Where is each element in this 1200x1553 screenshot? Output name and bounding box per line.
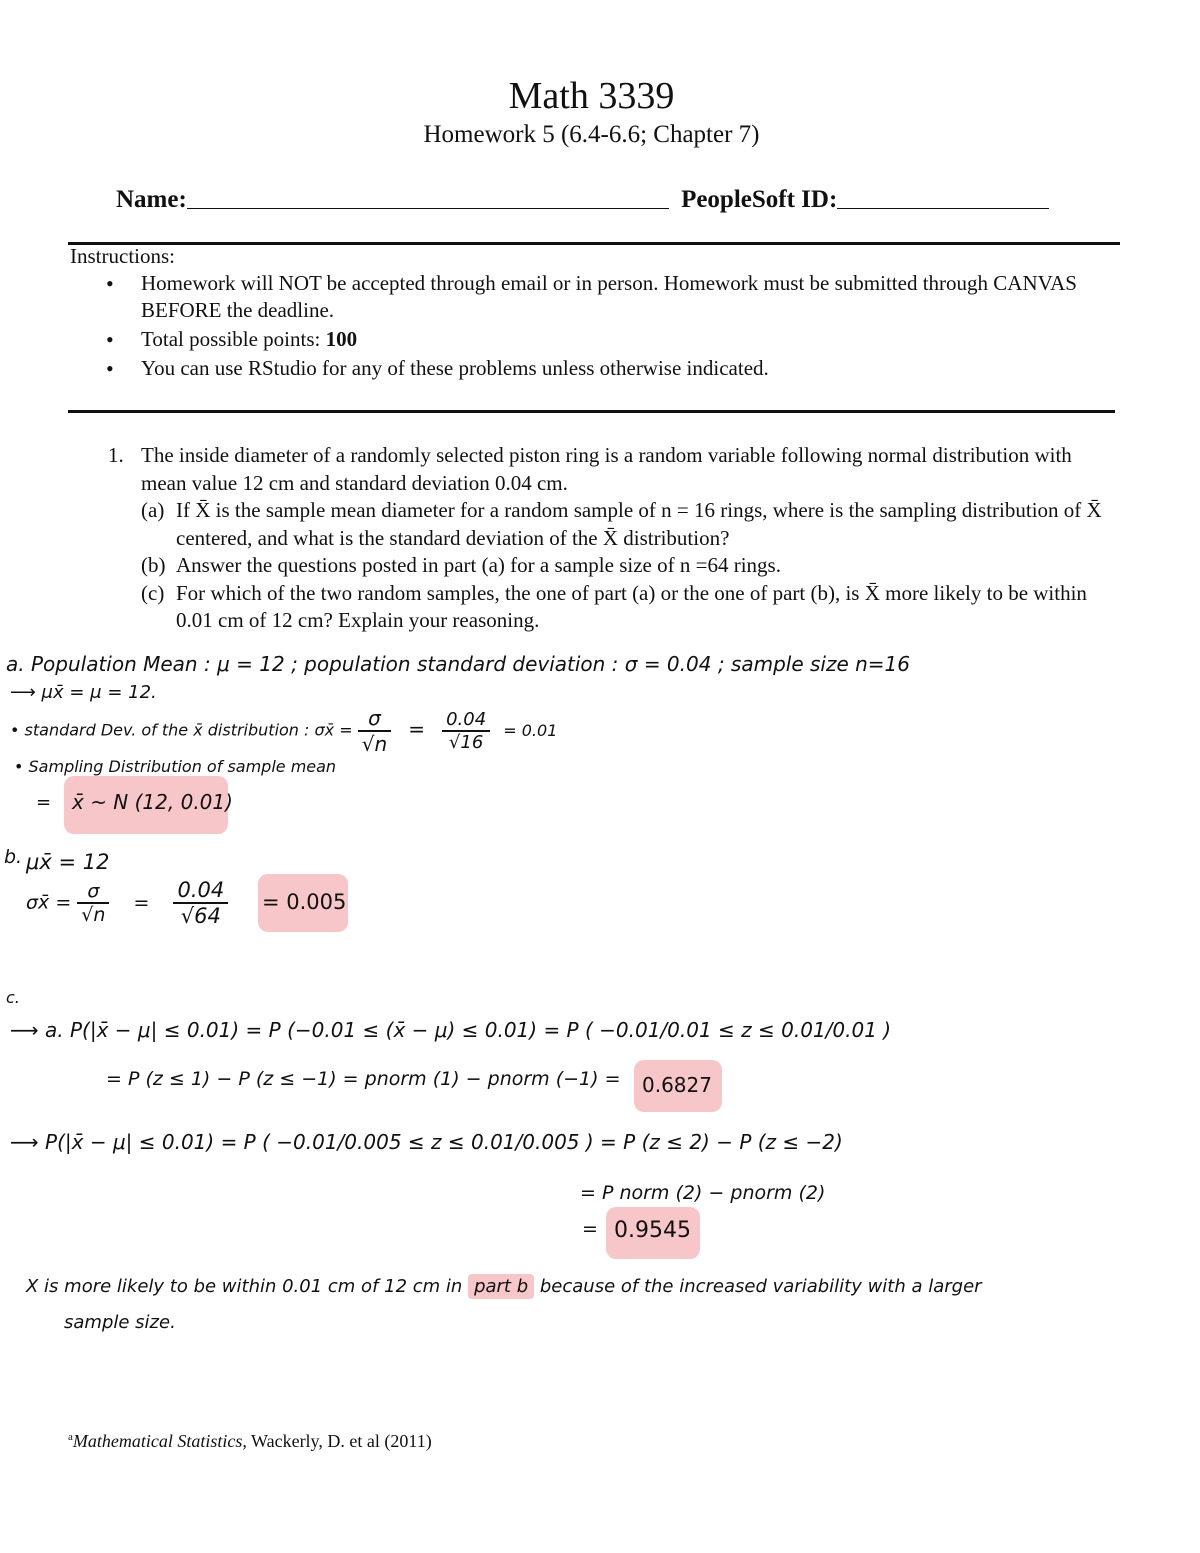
question-number: 1.	[108, 443, 124, 467]
id-blank	[837, 186, 1049, 209]
answer-c-line2: = P (z ≤ 1) − P (z ≤ −1) = pnorm (1) − pnorm (−1) =	[106, 1068, 621, 1090]
answer-b-line1: μx̄ = 12	[26, 850, 110, 874]
points-value: 100	[325, 327, 358, 351]
page-title: Math 3339	[508, 75, 675, 117]
name-label: Name:	[116, 186, 187, 213]
peoplesoft-id-label: PeopleSoft ID:	[681, 186, 838, 213]
answer-c-line4: = P norm (2) − pnorm (2)	[580, 1182, 826, 1204]
answer-a-line2: ⟶ μx̄ = μ = 12.	[10, 682, 157, 703]
answer-b-line2: σx̄ = $\frac{\sigma}{√n}$ = $\frac{0.04}{√64}$	[26, 878, 228, 928]
answer-a-line3: • standard Dev. of the x̄ distribution : σx̄ = $\frac{\sigma}{√n}$ = $\frac{0.04}{√16}$ = 0.01	[10, 706, 558, 756]
answer-c-result1-highlight: 0.6827	[634, 1060, 722, 1112]
conclusion-line2: sample size.	[64, 1312, 176, 1333]
footnote: $^a$Mathematical Statistics, Wackerly, D. et al (2011)	[68, 1431, 432, 1451]
question-part-c: (c) For which of the two random samples, the one of part (a) or the one of part (b), is X̄ more likely to be within 0.01 cm of 12 cm? Explain your reasoning.	[141, 580, 1087, 632]
answer-a-line5-eq: =	[36, 792, 52, 813]
instruction-item: • Total possible points: 100	[100, 326, 1110, 353]
answer-c-line5-eq: =	[582, 1218, 598, 1240]
divider-bottom	[68, 410, 1115, 413]
answer-b-result-highlight: = 0.005	[258, 874, 348, 932]
conclusion-line1: X is more likely to be within 0.01 cm of 12 cm in part b because of the increased variability with a larger	[26, 1276, 982, 1297]
name-blank	[187, 186, 669, 209]
answer-b-label: b.	[4, 846, 23, 868]
page-subtitle: Homework 5 (6.4-6.6; Chapter 7)	[423, 121, 760, 148]
instruction-item: • Homework will NOT be accepted through email or in person. Homework must be submitted through CANVAS BEFORE the deadline.	[100, 270, 1110, 324]
question-1	[108, 442, 1108, 635]
instruction-item: • You can use RStudio for any of these problems unless otherwise indicated.	[100, 355, 1110, 382]
answer-a-distribution-highlight: x̄ ~ N (12, 0.01)	[64, 776, 228, 834]
answer-c-label: c.	[6, 988, 20, 1007]
answer-c-result2-highlight: 0.9545	[606, 1207, 700, 1259]
question-intro: The inside diameter of a randomly selected piston ring is a random variable following normal distribution with mean value 12 cm and standard deviation 0.04 cm.	[141, 443, 1072, 495]
name-row	[116, 186, 1049, 214]
answer-a-line1: a. Population Mean : μ = 12 ; population standard deviation : σ = 0.04 ; sample size n=16	[6, 652, 911, 676]
instructions-heading: Instructions:	[70, 244, 175, 268]
answer-a-line4: • Sampling Distribution of sample mean	[14, 757, 337, 776]
instructions-list	[100, 270, 1110, 384]
answer-c-line1: ⟶ a. P(|x̄ − μ| ≤ 0.01) = P (−0.01 ≤ (x̄ − μ) ≤ 0.01) = P ( −0.01/0.01 ≤ z ≤ 0.01/0.01 )	[10, 1018, 892, 1042]
divider-top	[68, 242, 1120, 245]
question-part-a: (a) If X̄ is the sample mean diameter for a random sample of n = 16 rings, where is the sampling distribution of X̄ centered, and what is the standard deviation of the X̄ distribution?	[141, 498, 1102, 550]
conclusion-highlight: part b	[468, 1274, 534, 1299]
answer-c-line3: ⟶ P(|x̄ − μ| ≤ 0.01) = P ( −0.01/0.005 ≤ z ≤ 0.01/0.005 ) = P (z ≤ 2) − P (z ≤ −2)	[10, 1130, 843, 1154]
question-part-b: (b) Answer the questions posted in part (a) for a sample size of n =64 rings.	[141, 553, 781, 577]
